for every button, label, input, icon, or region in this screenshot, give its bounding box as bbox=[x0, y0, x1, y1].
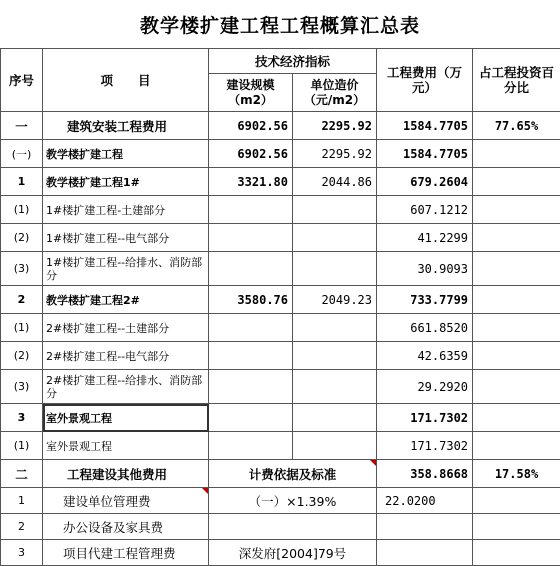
table-row[interactable] bbox=[1, 286, 560, 314]
cell-seq: (一) bbox=[1, 140, 43, 168]
cell-item: 2#楼扩建工程--电气部分 bbox=[43, 342, 209, 370]
cell-ratio bbox=[473, 252, 560, 286]
cell-seq: 1 bbox=[1, 168, 43, 196]
header-item: 项 目 bbox=[43, 49, 209, 112]
cell-ratio bbox=[473, 514, 560, 540]
header-scale: 建设规模（m2） bbox=[209, 74, 293, 112]
cell-basis: 深发府[2004]79号 bbox=[209, 540, 377, 566]
table-row[interactable] bbox=[1, 370, 560, 404]
cell-scale: 6902.56 bbox=[209, 140, 293, 168]
cell-scale bbox=[209, 196, 293, 224]
cell-item: 室外景观工程 bbox=[43, 432, 209, 460]
cell-cost: 41.2299 bbox=[377, 224, 473, 252]
cell-scale bbox=[209, 314, 293, 342]
cell-seq: 二 bbox=[1, 460, 43, 488]
cell-cost: 358.8668 bbox=[377, 460, 473, 488]
cell-cost: 679.2604 bbox=[377, 168, 473, 196]
table-row[interactable] bbox=[1, 540, 560, 566]
cell-unit bbox=[293, 342, 377, 370]
cell-scale: 6902.56 bbox=[209, 112, 293, 140]
cell-seq: 2 bbox=[1, 514, 43, 540]
cell-scale: 3321.80 bbox=[209, 168, 293, 196]
cell-scale: 3580.76 bbox=[209, 286, 293, 314]
summary-table bbox=[0, 48, 560, 566]
cell-scale bbox=[209, 432, 293, 460]
cell-ratio: 77.65% bbox=[473, 112, 560, 140]
cell-cost: 1584.7705 bbox=[377, 140, 473, 168]
cell-unit bbox=[293, 252, 377, 286]
cell-item: 教学楼扩建工程2# bbox=[43, 286, 209, 314]
table-row[interactable] bbox=[1, 168, 560, 196]
cell-ratio bbox=[473, 370, 560, 404]
cell-item: 项目代建工程管理费 bbox=[43, 540, 209, 566]
cell-scale bbox=[209, 252, 293, 286]
cell-cost: 42.6359 bbox=[377, 342, 473, 370]
table-row[interactable] bbox=[1, 314, 560, 342]
cell-seq: (2) bbox=[1, 342, 43, 370]
cell-seq: 3 bbox=[1, 404, 43, 432]
table-row[interactable] bbox=[1, 224, 560, 252]
header-cost: 工程费用（万元） bbox=[377, 49, 473, 112]
cell-ratio: 17.58% bbox=[473, 460, 560, 488]
cell-cost bbox=[377, 514, 473, 540]
cell-seq: 一 bbox=[1, 112, 43, 140]
cell-ratio bbox=[473, 540, 560, 566]
cell-ratio bbox=[473, 314, 560, 342]
table-row[interactable] bbox=[1, 112, 560, 140]
cell-basis bbox=[209, 514, 377, 540]
cell-unit bbox=[293, 432, 377, 460]
cell-seq: 3 bbox=[1, 540, 43, 566]
cell-item: 1#楼扩建工程--给排水、消防部分 bbox=[43, 252, 209, 286]
table-row[interactable] bbox=[1, 140, 560, 168]
cell-scale bbox=[209, 342, 293, 370]
cell-ratio bbox=[473, 286, 560, 314]
cell-ratio bbox=[473, 488, 560, 514]
cell-cost: 1584.7705 bbox=[377, 112, 473, 140]
cell-item: 教学楼扩建工程1# bbox=[43, 168, 209, 196]
cell-unit: 2049.23 bbox=[293, 286, 377, 314]
cell-cost: 171.7302 bbox=[377, 404, 473, 432]
cell-seq: (1) bbox=[1, 196, 43, 224]
header-row bbox=[1, 49, 560, 74]
header-seq: 序号 bbox=[1, 49, 43, 112]
cell-ratio bbox=[473, 224, 560, 252]
cell-item: 工程建设其他费用 bbox=[43, 460, 209, 488]
cell-item: 1#楼扩建工程--电气部分 bbox=[43, 224, 209, 252]
cell-item[interactable]: 室外景观工程 bbox=[43, 404, 209, 432]
cell-cost: 22.0200 bbox=[377, 488, 473, 514]
cell-item: 1#楼扩建工程-土建部分 bbox=[43, 196, 209, 224]
cell-unit: 2044.86 bbox=[293, 168, 377, 196]
table-row[interactable] bbox=[1, 432, 560, 460]
page-title: 教学楼扩建工程工程概算汇总表 bbox=[0, 0, 560, 48]
cell-unit bbox=[293, 196, 377, 224]
cell-item: 建筑安装工程费用 bbox=[43, 112, 209, 140]
cell-seq: 1 bbox=[1, 488, 43, 514]
cell-ratio bbox=[473, 432, 560, 460]
cell-ratio bbox=[473, 404, 560, 432]
cell-item: 2#楼扩建工程--土建部分 bbox=[43, 314, 209, 342]
cell-basis: （一）×1.39% bbox=[209, 488, 377, 514]
cell-cost: 29.2920 bbox=[377, 370, 473, 404]
cell-ratio bbox=[473, 168, 560, 196]
header-ratio: 占工程投资百分比 bbox=[473, 49, 560, 112]
cell-seq: (1) bbox=[1, 314, 43, 342]
table-row[interactable] bbox=[1, 196, 560, 224]
cell-unit: 2295.92 bbox=[293, 112, 377, 140]
cell-item: 建设单位管理费 bbox=[43, 488, 209, 514]
cell-cost: 171.7302 bbox=[377, 432, 473, 460]
cell-cost: 661.8520 bbox=[377, 314, 473, 342]
cell-ratio bbox=[473, 196, 560, 224]
cell-seq: (2) bbox=[1, 224, 43, 252]
cell-item: 教学楼扩建工程 bbox=[43, 140, 209, 168]
table-row[interactable] bbox=[1, 404, 560, 432]
cell-ratio bbox=[473, 342, 560, 370]
cell-unit bbox=[293, 404, 377, 432]
table-row[interactable] bbox=[1, 460, 560, 488]
cell-scale bbox=[209, 404, 293, 432]
header-unit-cost: 单位造价（元/m2） bbox=[293, 74, 377, 112]
table-row[interactable] bbox=[1, 514, 560, 540]
cell-cost: 607.1212 bbox=[377, 196, 473, 224]
cell-unit bbox=[293, 224, 377, 252]
cell-item: 办公设备及家具费 bbox=[43, 514, 209, 540]
cell-scale bbox=[209, 370, 293, 404]
cell-unit: 2295.92 bbox=[293, 140, 377, 168]
cell-cost bbox=[377, 540, 473, 566]
cell-seq: 2 bbox=[1, 286, 43, 314]
cell-seq: (3) bbox=[1, 252, 43, 286]
cell-ratio bbox=[473, 140, 560, 168]
table-row[interactable] bbox=[1, 488, 560, 514]
table-row[interactable] bbox=[1, 252, 560, 286]
cell-unit bbox=[293, 314, 377, 342]
cell-cost: 30.9093 bbox=[377, 252, 473, 286]
cell-seq: (3) bbox=[1, 370, 43, 404]
cell-basis: 计费依据及标准 bbox=[209, 460, 377, 488]
table-row[interactable] bbox=[1, 342, 560, 370]
cell-unit bbox=[293, 370, 377, 404]
header-tech: 技术经济指标 bbox=[209, 49, 377, 74]
cell-seq: (1) bbox=[1, 432, 43, 460]
cell-item: 2#楼扩建工程--给排水、消防部分 bbox=[43, 370, 209, 404]
cell-cost: 733.7799 bbox=[377, 286, 473, 314]
cell-scale bbox=[209, 224, 293, 252]
